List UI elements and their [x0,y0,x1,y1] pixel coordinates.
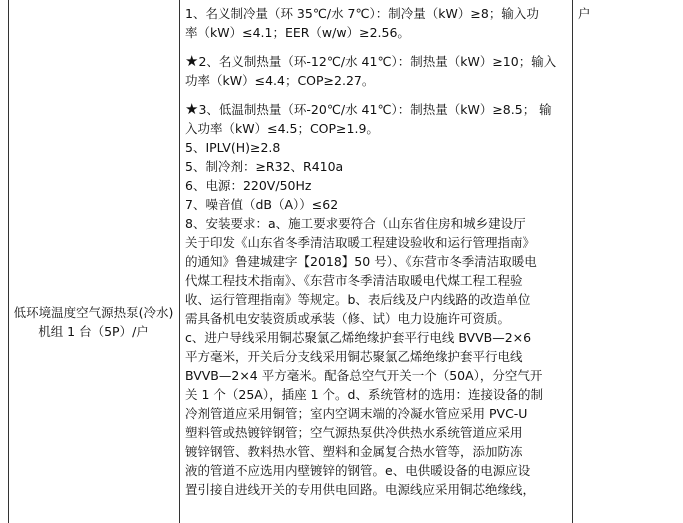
spec-table [8,0,683,523]
spec-line [185,480,568,499]
spec-line [185,366,568,385]
spec-line [185,138,568,157]
spec-line [185,233,568,252]
spec-line-text: 镀锌钢管、教料热水管、塑料和金属复合热水管等，添加防冻 [185,444,523,459]
spec-line [185,290,568,309]
spec-line [185,176,568,195]
table-divider-2 [572,0,573,523]
spec-line [185,461,568,480]
spec-line-text: 关于印发《山东省冬季清洁取暖工程建设验收和运行管理指南》 [185,235,536,250]
spec-line-text: 关 1 个（25A），插座 1 个。d、系统管材的选用：连接设备的制 [185,387,543,402]
spec-line [185,71,568,90]
spec-line-text: 入功率（kW）≤4.5；COP≥1.9。 [185,121,379,136]
spec-line-text: 的通知》鲁建城建字【2018】50 号）、《东营市冬季清洁取暖电 [185,254,537,269]
spec-line-text: 收、运行管理指南》等规定。b、表后线及户内线路的改造单位 [185,292,531,307]
spec-line [185,309,568,328]
spec-line-text: 需具备机电安装资质或承装（修、试）电力设施许可资质。 [185,311,511,326]
spec-line [185,4,568,23]
spec-line [185,157,568,176]
spec-line [185,100,568,119]
star-icon: ★ [185,100,199,118]
spec-line [185,195,568,214]
spec-line-text: 2、名义制热量（环-12℃/水 41℃）：制热量（kW）≥10；输入 [198,54,557,69]
spec-line-text: c、进户导线采用铜芯聚氯乙烯绝缘护套平行电线 BVVB—2×6 [185,330,532,345]
spec-line [185,385,568,404]
spec-line [185,347,568,366]
spec-line [185,252,568,271]
spec-line-text: BVVB—2×4 平方毫米。配备总空气开关一个（50A），分空气开 [185,368,543,383]
spec-line-text: 液的管道不应选用内壁镀锌的钢管。e、电供暖设备的电源应设 [185,463,531,478]
star-icon: ★ [185,52,199,70]
spec-line-text: 1、名义制冷量（环 35℃/水 7℃）：制冷量（kW）≥8；输入功 [185,6,539,21]
spec-line-text: 功率（kW）≤4.4；COP≥2.27。 [185,73,375,88]
spec-line [185,214,568,233]
spec-line [185,423,568,442]
spec-line [185,404,568,423]
spec-line [185,442,568,461]
spec-line [185,23,568,42]
spec-line-text: 率（kW）≤4.1；EER（w/w）≥2.56。 [185,25,410,40]
spec-line-text: 7、噪音值（dB（A））≤62 [185,197,339,212]
spec-text [185,4,568,499]
spec-line [185,52,568,71]
spec-line-text: 5、IPLV(H)≥2.8 [185,140,281,155]
spec-line-text: 5、制冷剂：≥R32、R410a [185,159,344,174]
spec-line-text: 冷剂管道应采用铜管；室内空调末端的冷凝水管应采用 PVC-U [185,406,528,421]
unit-cell [574,0,683,523]
spec-line [185,119,568,138]
unit-text: 户 [578,6,591,21]
spec-line-text: 8、安装要求：a、施工要求要符合（山东省住房和城乡建设厅 [185,216,526,231]
item-name-cell [8,0,179,523]
spec-line [185,328,568,347]
spec-line-text: 代煤工程技术指南》、《东营市冬季清洁取暖电代煤工程工程验 [185,273,523,288]
spec-line [185,271,568,290]
item-name: 低环境温度空气源热泵(冷水)机组 1 台（5P）/户 [13,304,174,339]
spec-cell [180,0,570,523]
spec-line-text: 3、低温制热量（环-20℃/水 41℃）：制热量（kW）≥8.5； 输 [198,102,552,117]
spec-line-text: 塑料管或热镀锌钢管；空气源热泵供冷供热水系统管道应采用 [185,425,523,440]
spec-line-text: 6、电源：220V/50Hz [185,178,312,193]
spec-line-text: 置引接自进线开关的专用供电回路。电源线应采用铜芯绝缘线， [185,482,536,497]
spec-line-text: 平方毫米，开关后分支线采用铜芯聚氯乙烯绝缘护套平行电线 [185,349,523,364]
